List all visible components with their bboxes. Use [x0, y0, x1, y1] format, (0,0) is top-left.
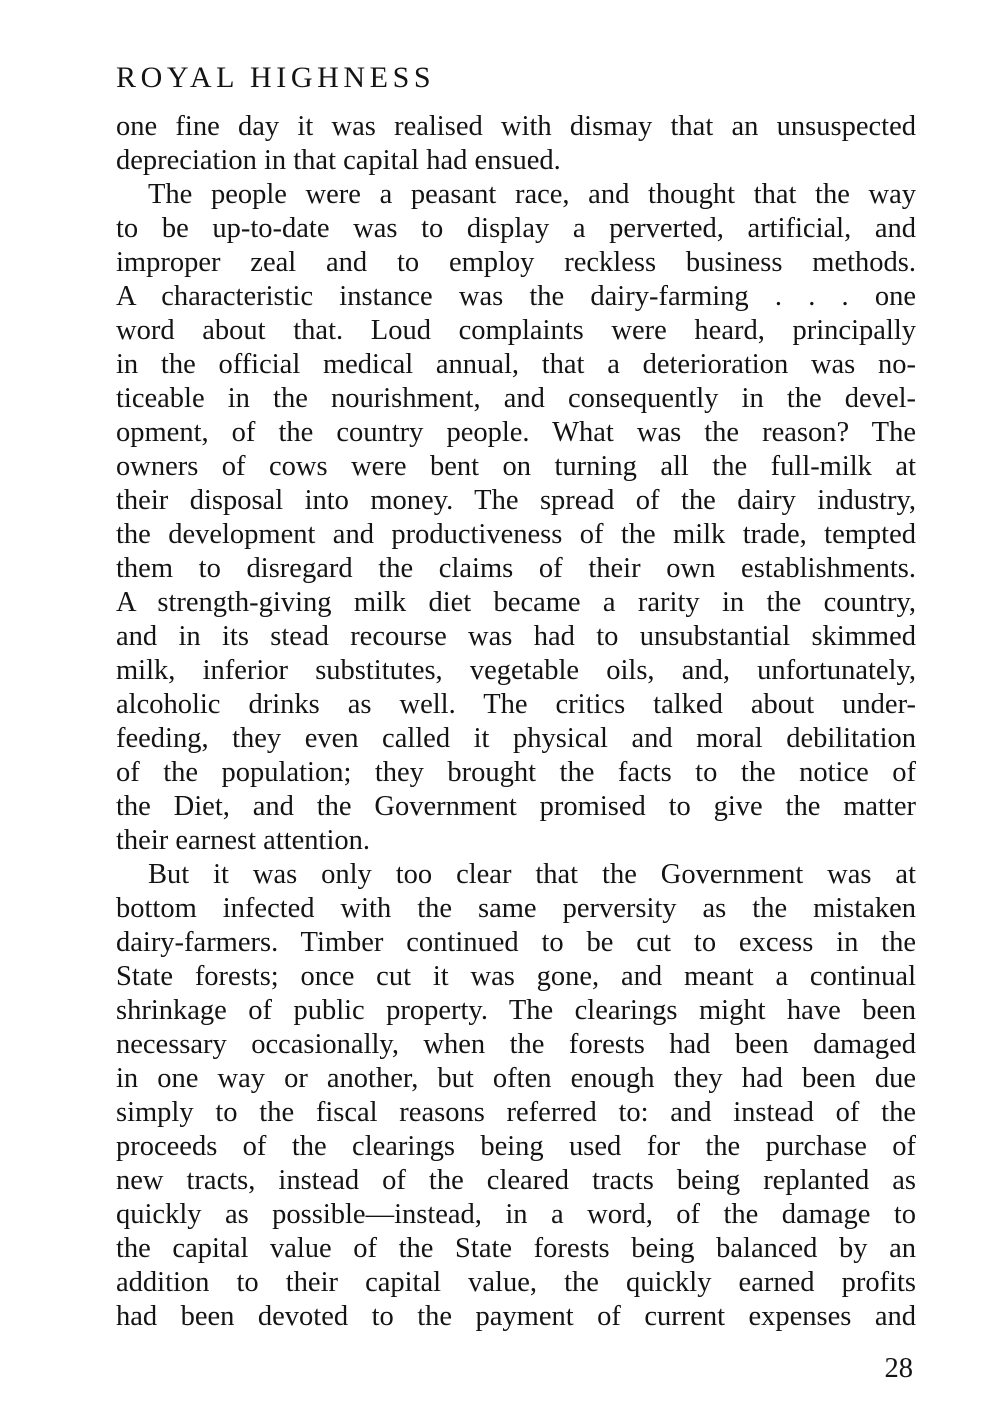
- text-line: their earnest attention.: [116, 825, 371, 856]
- text-line: them to disregard the claims of their own establishments.: [116, 553, 916, 584]
- text-line: bottom infected with the same perversity as the mistaken: [116, 893, 916, 924]
- text-line: had been devoted to the payment of current expenses and: [116, 1301, 916, 1332]
- text-line: The people were a peasant race, and thought that the way: [148, 179, 916, 210]
- text-line: one fine day it was realised with dismay that an unsuspected: [116, 111, 916, 142]
- page-number: 28: [884, 1353, 913, 1384]
- text-line: quickly as possible—instead, in a word, of the damage to: [116, 1199, 916, 1230]
- text-line: State forests; once cut it was gone, and meant a continual: [116, 961, 916, 992]
- text-line: owners of cows were bent on turning all the full-milk at: [116, 451, 916, 482]
- text-line: improper zeal and to employ reckless business methods.: [116, 247, 916, 278]
- text-line: A strength-giving milk diet became a rarity in the country,: [116, 587, 916, 618]
- text-line: the capital value of the State forests being balanced by an: [116, 1233, 916, 1264]
- text-line: the development and productiveness of the milk trade, tempted: [116, 519, 916, 550]
- text-line: the Diet, and the Government promised to give the matter: [116, 791, 916, 822]
- text-line: But it was only too clear that the Government was at: [148, 859, 916, 890]
- text-line: in one way or another, but often enough they had been due: [116, 1063, 916, 1094]
- text-line: to be up-to-date was to display a perverted, artificial, and: [116, 213, 916, 244]
- text-line: ticeable in the nourishment, and consequently in the devel-: [116, 383, 916, 414]
- text-line: A characteristic instance was the dairy-farming . . . one: [116, 281, 916, 312]
- running-head: ROYAL HIGHNESS: [116, 61, 436, 94]
- text-line: their disposal into money. The spread of the dairy industry,: [116, 485, 916, 516]
- text-line: necessary occasionally, when the forests had been damaged: [116, 1029, 916, 1060]
- text-line: word about that. Loud complaints were heard, principally: [116, 315, 916, 346]
- text-line: shrinkage of public property. The clearings might have been: [116, 995, 916, 1026]
- text-line: opment, of the country people. What was the reason? The: [116, 417, 916, 448]
- text-line: dairy-farmers. Timber continued to be cut to excess in the: [116, 927, 916, 958]
- text-line: new tracts, instead of the cleared tracts being replanted as: [116, 1165, 916, 1196]
- text-line: in the official medical annual, that a deterioration was no-: [116, 349, 916, 380]
- text-line: proceeds of the clearings being used for the purchase of: [116, 1131, 916, 1162]
- text-line: addition to their capital value, the quickly earned profits: [116, 1267, 916, 1298]
- text-line: depreciation in that capital had ensued.: [116, 145, 561, 176]
- body-text: [116, 110, 916, 1334]
- text-line: milk, inferior substitutes, vegetable oils, and, unfortunately,: [116, 655, 916, 686]
- text-line: and in its stead recourse was had to unsubstantial skimmed: [116, 621, 916, 652]
- text-line: feeding, they even called it physical and moral debilitation: [116, 723, 916, 754]
- text-line: of the population; they brought the facts to the notice of: [116, 757, 916, 788]
- text-line: simply to the fiscal reasons referred to: and instead of the: [116, 1097, 916, 1128]
- text-line: alcoholic drinks as well. The critics talked about under-: [116, 689, 916, 720]
